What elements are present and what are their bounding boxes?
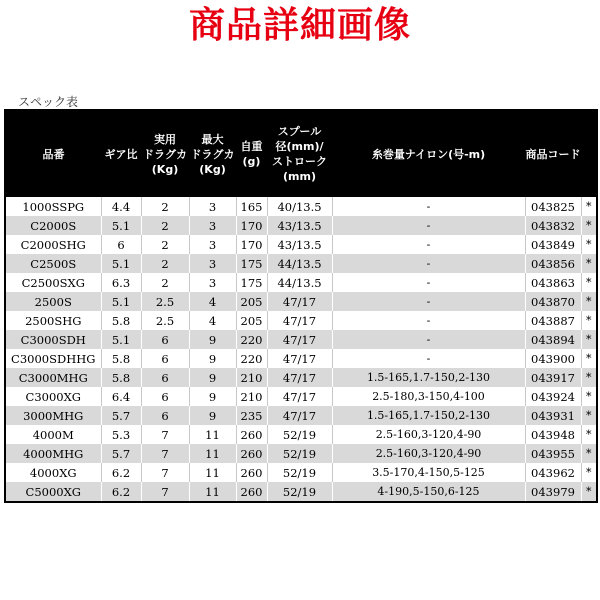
cell-note-mark: *	[581, 311, 597, 330]
table-row	[5, 197, 597, 216]
cell-line-capacity: -	[332, 292, 525, 311]
cell-model-number: C3000SDHHG	[5, 349, 101, 368]
table-row	[5, 311, 597, 330]
cell-spool-stroke: 47/17	[267, 406, 332, 425]
cell-product-code: 043825	[525, 197, 581, 216]
cell-product-code: 043900	[525, 349, 581, 368]
cell-weight: 220	[236, 330, 267, 349]
cell-weight: 205	[236, 311, 267, 330]
cell-practical-drag: 2.5	[141, 311, 189, 330]
table-row	[5, 216, 597, 235]
column-header-gear-ratio: ギア比	[101, 110, 141, 197]
cell-practical-drag: 2	[141, 216, 189, 235]
cell-model-number: C3000SDH	[5, 330, 101, 349]
cell-weight: 170	[236, 216, 267, 235]
cell-note-mark: *	[581, 197, 597, 216]
cell-gear-ratio: 5.1	[101, 216, 141, 235]
cell-line-capacity: -	[332, 216, 525, 235]
cell-gear-ratio: 6.4	[101, 387, 141, 406]
table-row	[5, 254, 597, 273]
cell-spool-stroke: 44/13.5	[267, 273, 332, 292]
column-header-model-number: 品番	[5, 110, 101, 197]
cell-note-mark: *	[581, 273, 597, 292]
cell-gear-ratio: 4.4	[101, 197, 141, 216]
column-header-note-mark	[581, 110, 597, 197]
cell-weight: 260	[236, 425, 267, 444]
cell-line-capacity: -	[332, 311, 525, 330]
cell-product-code: 043917	[525, 368, 581, 387]
table-row	[5, 368, 597, 387]
cell-gear-ratio: 5.7	[101, 444, 141, 463]
cell-product-code: 043870	[525, 292, 581, 311]
table-row	[5, 349, 597, 368]
cell-practical-drag: 2	[141, 254, 189, 273]
cell-gear-ratio: 6	[101, 235, 141, 254]
cell-max-drag: 11	[189, 444, 236, 463]
cell-practical-drag: 7	[141, 463, 189, 482]
cell-product-code: 043924	[525, 387, 581, 406]
cell-note-mark: *	[581, 368, 597, 387]
cell-note-mark: *	[581, 216, 597, 235]
cell-gear-ratio: 5.7	[101, 406, 141, 425]
table-row	[5, 330, 597, 349]
cell-note-mark: *	[581, 330, 597, 349]
table-row	[5, 387, 597, 406]
cell-line-capacity: -	[332, 330, 525, 349]
cell-note-mark: *	[581, 292, 597, 311]
cell-max-drag: 11	[189, 482, 236, 502]
table-row	[5, 273, 597, 292]
cell-weight: 210	[236, 368, 267, 387]
cell-line-capacity: -	[332, 235, 525, 254]
cell-note-mark: *	[581, 254, 597, 273]
cell-note-mark: *	[581, 235, 597, 254]
cell-line-capacity: 2.5-180,3-150,4-100	[332, 387, 525, 406]
cell-gear-ratio: 5.3	[101, 425, 141, 444]
column-header-spool-stroke: スプール 径(mm)/ ストローク (mm)	[267, 110, 332, 197]
cell-line-capacity: 1.5-165,1.7-150,2-130	[332, 368, 525, 387]
spec-table-body	[5, 197, 597, 502]
cell-practical-drag: 2	[141, 273, 189, 292]
cell-max-drag: 3	[189, 254, 236, 273]
cell-gear-ratio: 5.8	[101, 311, 141, 330]
cell-model-number: C2000S	[5, 216, 101, 235]
cell-max-drag: 3	[189, 273, 236, 292]
cell-spool-stroke: 47/17	[267, 330, 332, 349]
cell-spool-stroke: 52/19	[267, 463, 332, 482]
cell-max-drag: 9	[189, 406, 236, 425]
cell-product-code: 043894	[525, 330, 581, 349]
cell-spool-stroke: 47/17	[267, 368, 332, 387]
cell-model-number: 3000MHG	[5, 406, 101, 425]
cell-weight: 205	[236, 292, 267, 311]
cell-max-drag: 4	[189, 292, 236, 311]
table-row	[5, 463, 597, 482]
cell-weight: 210	[236, 387, 267, 406]
table-row	[5, 425, 597, 444]
cell-line-capacity: 2.5-160,3-120,4-90	[332, 444, 525, 463]
cell-line-capacity: 3.5-170,4-150,5-125	[332, 463, 525, 482]
cell-gear-ratio: 6.3	[101, 273, 141, 292]
spec-table-header	[5, 110, 597, 197]
cell-gear-ratio: 5.1	[101, 254, 141, 273]
cell-weight: 165	[236, 197, 267, 216]
column-header-line-capacity: 糸巻量ナイロン(号-m)	[332, 110, 525, 197]
cell-spool-stroke: 43/13.5	[267, 216, 332, 235]
cell-max-drag: 9	[189, 387, 236, 406]
cell-product-code: 043832	[525, 216, 581, 235]
cell-spool-stroke: 52/19	[267, 482, 332, 502]
cell-spool-stroke: 52/19	[267, 425, 332, 444]
cell-max-drag: 9	[189, 349, 236, 368]
cell-max-drag: 11	[189, 425, 236, 444]
cell-product-code: 043931	[525, 406, 581, 425]
cell-model-number: 1000SSPG	[5, 197, 101, 216]
cell-weight: 175	[236, 273, 267, 292]
column-header-weight: 自重 (g)	[236, 110, 267, 197]
table-row	[5, 482, 597, 502]
cell-practical-drag: 7	[141, 444, 189, 463]
page-title: 商品詳細画像	[188, 5, 411, 46]
cell-practical-drag: 7	[141, 425, 189, 444]
cell-practical-drag: 2	[141, 197, 189, 216]
cell-line-capacity: -	[332, 349, 525, 368]
column-header-product-code: 商品コード	[525, 110, 581, 197]
cell-practical-drag: 2	[141, 235, 189, 254]
cell-note-mark: *	[581, 406, 597, 425]
cell-note-mark: *	[581, 387, 597, 406]
table-row	[5, 444, 597, 463]
cell-gear-ratio: 5.1	[101, 292, 141, 311]
cell-practical-drag: 6	[141, 406, 189, 425]
cell-product-code: 043979	[525, 482, 581, 502]
cell-note-mark: *	[581, 444, 597, 463]
column-header-practical-drag: 実用 ドラグカ (Kg)	[141, 110, 189, 197]
cell-max-drag: 4	[189, 311, 236, 330]
cell-weight: 235	[236, 406, 267, 425]
cell-note-mark: *	[581, 463, 597, 482]
cell-model-number: 4000M	[5, 425, 101, 444]
cell-max-drag: 9	[189, 330, 236, 349]
cell-gear-ratio: 6.2	[101, 463, 141, 482]
cell-spool-stroke: 43/13.5	[267, 235, 332, 254]
cell-max-drag: 9	[189, 368, 236, 387]
spec-table-caption: スペック表	[18, 95, 79, 109]
cell-spool-stroke: 44/13.5	[267, 254, 332, 273]
cell-practical-drag: 7	[141, 482, 189, 502]
cell-gear-ratio: 5.8	[101, 349, 141, 368]
cell-spool-stroke: 47/17	[267, 349, 332, 368]
cell-model-number: C3000MHG	[5, 368, 101, 387]
cell-model-number: C2500S	[5, 254, 101, 273]
cell-line-capacity: -	[332, 197, 525, 216]
cell-practical-drag: 6	[141, 368, 189, 387]
table-row	[5, 292, 597, 311]
column-header-max-drag: 最大 ドラグカ (Kg)	[189, 110, 236, 197]
cell-model-number: 4000MHG	[5, 444, 101, 463]
cell-model-number: 2500S	[5, 292, 101, 311]
table-row	[5, 235, 597, 254]
cell-model-number: 4000XG	[5, 463, 101, 482]
cell-practical-drag: 6	[141, 387, 189, 406]
cell-weight: 260	[236, 444, 267, 463]
spec-table	[4, 109, 598, 503]
cell-product-code: 043962	[525, 463, 581, 482]
cell-note-mark: *	[581, 482, 597, 502]
table-row	[5, 406, 597, 425]
cell-model-number: C2500SXG	[5, 273, 101, 292]
cell-line-capacity: -	[332, 254, 525, 273]
cell-spool-stroke: 40/13.5	[267, 197, 332, 216]
cell-weight: 170	[236, 235, 267, 254]
cell-weight: 260	[236, 482, 267, 502]
cell-model-number: C2000SHG	[5, 235, 101, 254]
cell-line-capacity: 1.5-165,1.7-150,2-130	[332, 406, 525, 425]
cell-max-drag: 3	[189, 197, 236, 216]
cell-product-code: 043955	[525, 444, 581, 463]
cell-spool-stroke: 47/17	[267, 311, 332, 330]
cell-note-mark: *	[581, 425, 597, 444]
cell-line-capacity: 4-190,5-150,6-125	[332, 482, 525, 502]
cell-practical-drag: 6	[141, 330, 189, 349]
cell-weight: 260	[236, 463, 267, 482]
cell-max-drag: 3	[189, 235, 236, 254]
cell-max-drag: 3	[189, 216, 236, 235]
cell-model-number: 2500SHG	[5, 311, 101, 330]
cell-practical-drag: 6	[141, 349, 189, 368]
header-row	[5, 110, 597, 197]
cell-spool-stroke: 52/19	[267, 444, 332, 463]
cell-product-code: 043856	[525, 254, 581, 273]
cell-product-code: 043887	[525, 311, 581, 330]
cell-line-capacity: -	[332, 273, 525, 292]
cell-max-drag: 11	[189, 463, 236, 482]
cell-model-number: C5000XG	[5, 482, 101, 502]
cell-spool-stroke: 47/17	[267, 292, 332, 311]
cell-model-number: C3000XG	[5, 387, 101, 406]
cell-product-code: 043849	[525, 235, 581, 254]
cell-weight: 175	[236, 254, 267, 273]
cell-practical-drag: 2.5	[141, 292, 189, 311]
cell-note-mark: *	[581, 349, 597, 368]
cell-weight: 220	[236, 349, 267, 368]
cell-product-code: 043948	[525, 425, 581, 444]
cell-product-code: 043863	[525, 273, 581, 292]
cell-gear-ratio: 5.8	[101, 368, 141, 387]
cell-gear-ratio: 6.2	[101, 482, 141, 502]
cell-gear-ratio: 5.1	[101, 330, 141, 349]
cell-line-capacity: 2.5-160,3-120,4-90	[332, 425, 525, 444]
cell-spool-stroke: 47/17	[267, 387, 332, 406]
